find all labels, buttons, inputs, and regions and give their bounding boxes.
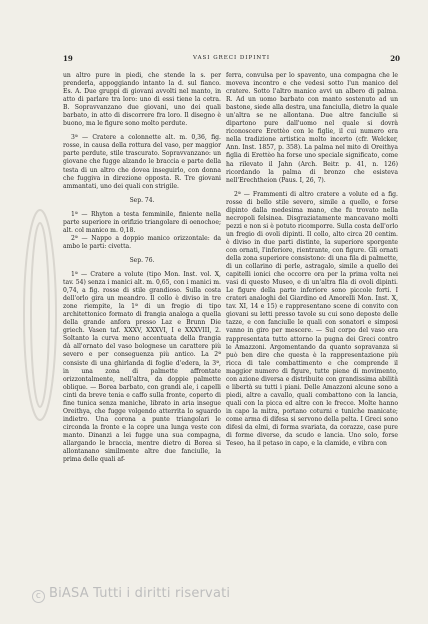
running-header — [63, 54, 400, 66]
paragraph: 2ª — Frammenti di altro cratere a volute ed a fig. rosse di bello stile severo, simile a quello, e forse dipinto dalla medesima mano, che fu trovato nella necropoli felsinea. Disgraziatamente mancavano molti pezzi e non si è potuto ricomporre. Sulla costa dell'orlo un fregio di ovoli dipinti. Il collo, alto circa 20 centim. è diviso in due parti distinte, la superiore sporgente con ornati, l'inferiore, rientrante, con figure. Gli ornati della zona superiore consistono: di una fila di palmette, di un collarino di perle, astragalo, simile a quello dei capitelli ionici che occorre ora per la prima volta nei vasi di questo Museo, e di un'altra fila di ovoli dipinti. Le figure della parte inferiore sono piccole forti. I crateri analoghi del Giardino ed Amorelli Mon. Inst. X, tav. XI, 14 e 15) e rappresentano scene di convito con giovani su letti presso tavole su cui sono deposte delle tazze, e con fanciulle le quali con sonatori e simposi vanno in giro per mescere. — Sul corpo del vaso era rappresentata tutto attorno la pugna dei Greci contro le Amazzoni. Argomentando da quanto sopravanza si può ben dire che questa è la rappresentazione più ricca di tale combattimento e che comprende il maggior numero di figure, tutte piene di movimento, con azione diversa e distribuite con grandissima abilità e libertà su tutti i piani. Delle Amazzoni alcune sono a piedi, altre a cavallo, quali combattono con la lancia, quali con la picca ed altre con le frecce. Molte hanno in capo la mitra, portano coturni e tuniche manicate; come arma di difesa si servono della pelta. I Greci sono difesi da elmi, di forma svariata, da corazze, case pure di forme diverse, da scudo e lancia. Uno solo, forse Teseo, ha il petaso in capo, e la clamide, e vibra con — [226, 190, 398, 448]
watermark-text: BiASA Tutti i diritti riservati — [49, 586, 231, 601]
section-heading: Sep. 74. — [129, 196, 155, 204]
paragraph: un altro pure in piedi, che stende la s. per prenderla, appoggiando intanto la d. sul fianco. Es. A. Due gruppi di giovani avvolti nel manto, in atto di parlare tra loro: uno di essi tiene la cetra. B. Sopravvanzano due giovani, uno dei quali barbato, in atto di discorrere fra loro. Il disegno è buono, ma le figure sono molto perdute. — [63, 72, 221, 128]
copyright-watermark — [32, 586, 230, 603]
paragraph: 3ª — Cratere a colonnette alt. m. 0,36, fig. rosse, in causa della rottura del vaso, per maggior parte perdute, stile trascurato. Sopravvanzano: un giovane che fugge alzando le braccia e parte della testa di un altro che dovea inseguirlo, con donna che fuggiva in direzione opposta. R. Tre giovani ammantati, uno dei quali con strigile. — [63, 134, 221, 190]
right-column — [226, 72, 398, 448]
paragraph: 1ª — Cratere a volute (tipo Mon. Inst. vol. X, tav. 54) senza i manici alt. m. 0,65, con i manici m. 0,74, a fig. rosse di stile grandioso. Sulla costa dell'orlo gira un meandro. Il collo è diviso in tre zone riempite, la 1ª di un fregio di tipo architettonico formato di frangia analoga a quella della grande anfora presso Laz e Brunn Die griech. Vasen taf. XXXV, XXXVI, I e XXXVIII, 2. Soltanto la curva meno accentuata della frangia dà all'ornato del vaso bolognese un carattere più severo e per conseguenza più antico. La 2ª consiste di una ghirlanda di foglie d'edera, la 3ª, in una zona di palmette affrontate orizzontalmente, nell'altra, da doppie palmette oblique. — Borea barbato, con grandi ale, i capelli cinti da breve tenia e caffo sulla fronte, coperto di fine tunica senza maniche, librato in aria insegue Oreithya, che fugge volgendo atterrita lo sguardo indietro. Una corona a punte triangolari le circonda la fronte e la copre una lunga veste con manto. Dinanzi a lei fugge una sua compagna, allargando le braccia, mentre dietro di Borea si allontanano similmente altre due fanciulle, la prima delle quali af- — [63, 270, 221, 464]
page-number-left: 19 — [63, 54, 73, 63]
paragraph: 1ª — Rhyton a testa femminile, finiente nella parte superiore in orifizio triangolare di oenochoe; alt. col manico m. 0,18. — [63, 210, 221, 234]
paragraph: 2ª — Nappo a doppio manico orizzontale: da ambo le parti: civetta. — [63, 234, 221, 250]
page-number-right: 20 — [390, 54, 400, 63]
copyright-icon: c — [32, 590, 45, 603]
paragraph: ferra, convulsa per lo spavento, una compagna che le moveva incontro e che vedesi sotto l'un manico del cratere. Sotto l'altro manico avvi un albero di palma. R. Ad un uomo barbato con manto sostenuto ad un bastone, siede alla destra, una fanciulla, dietro la quale un'altra se ne allontana. Due altre fanciulle si dipartono pure dall'uomo nel quale si dovrà riconoscere Erettèo con le figlie, il cui numero era nella tradizione artistica molto incerto (cfr. Welcker, Ann. Inst. 1857, p. 358). La palma nel mito di Oreithya figlia di Erettèo ha forse uno speciale significato, come ha rilevato il Jahn (Arch. Beitr. p. 41, n. 126) ricordando la palma di bronzo che esisteva nell'Erechtheion (Paus. I, 26, 7). — [226, 72, 398, 184]
left-column — [63, 72, 221, 464]
library-stamp-watermark — [18, 200, 62, 430]
section-heading: Sep. 76. — [129, 256, 155, 264]
running-title: VASI GRECI DIPINTI — [192, 55, 271, 61]
